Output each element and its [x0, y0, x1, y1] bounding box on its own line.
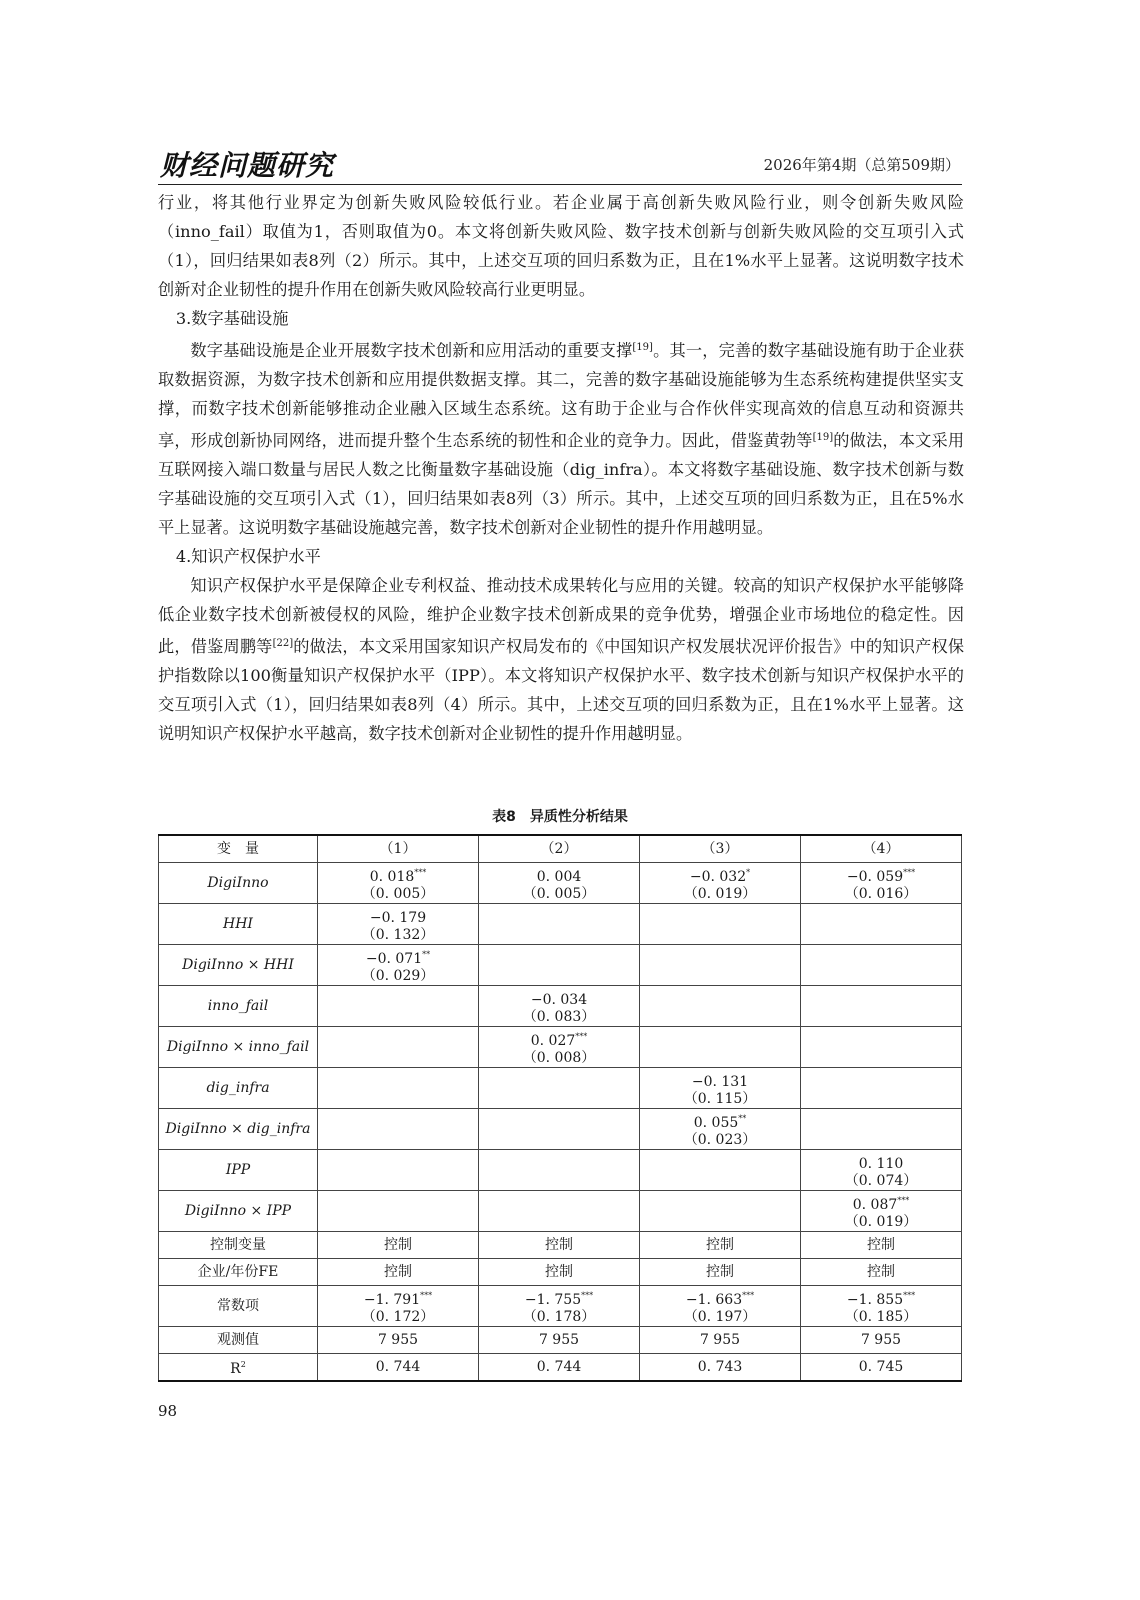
- header-col-2: （2）: [479, 835, 640, 863]
- standard-error: （0. 029）: [361, 967, 435, 984]
- coefficient: [318, 905, 478, 927]
- coefficient: [640, 864, 800, 886]
- results-table: [158, 834, 962, 1382]
- table-cell: 控制: [640, 1259, 801, 1286]
- header-col-4: （4）: [801, 835, 962, 863]
- table-cell: 0. 744: [479, 1354, 640, 1382]
- table-cell: 0. 744: [318, 1354, 479, 1382]
- table-cell: [318, 904, 479, 945]
- significance-stars: ***: [742, 1290, 755, 1300]
- header-variable: 变 量: [159, 835, 318, 863]
- paragraph-2: [158, 333, 964, 542]
- table-cell: [801, 1150, 962, 1191]
- table-cell: 控制: [801, 1232, 962, 1259]
- standard-error: （0. 005）: [522, 885, 596, 902]
- standard-error: （0. 008）: [522, 1049, 596, 1066]
- table-cell: [801, 945, 962, 986]
- table-row: [159, 986, 962, 1027]
- table-cell: [318, 945, 479, 986]
- r-squared-label: R: [230, 1361, 241, 1377]
- coefficient: [479, 1028, 639, 1050]
- table-cell: 7 955: [640, 1327, 801, 1354]
- coefficient: [318, 864, 478, 886]
- table-title: 表8 异质性分析结果: [492, 809, 628, 825]
- coefficient-value: 0. 110: [858, 1155, 904, 1172]
- significance-stars: ***: [903, 867, 916, 877]
- coefficient-value: 0. 087: [852, 1196, 898, 1213]
- significance-stars: ***: [581, 1290, 594, 1300]
- significance-stars: ***: [903, 1290, 916, 1300]
- table-cell: [479, 1150, 640, 1191]
- variable-name: DigiInno × inno_fail: [159, 1027, 318, 1068]
- table-cell: 0. 745: [801, 1354, 962, 1382]
- coefficient-value: −0. 179: [369, 909, 427, 926]
- journal-logo: 财经问题研究: [160, 149, 335, 182]
- header-col-1: （1）: [318, 835, 479, 863]
- coefficient-value: −0. 059: [846, 868, 904, 885]
- table-cell: [318, 1109, 479, 1150]
- table-cell: 控制: [640, 1232, 801, 1259]
- variable-name: inno_fail: [159, 986, 318, 1027]
- paragraph-2-part-c: 的做法，本文采用互联网接入端口数量与居民人数之比衡量数字基础设施（dig_infra）。本文将数字基础设施、数字技术创新与数字基础设施的交互项引入式（1），回归结果如表8列（3）所示。其中，上述交互项的回归系数为正，且在5%水平上显著。这说明数字基础设施越完善，数字技术创新对企业韧性的提升作用越明显。: [158, 431, 965, 537]
- table-cell: [318, 863, 479, 904]
- table-cell: [801, 1109, 962, 1150]
- coefficient: [640, 1110, 800, 1132]
- table-cell: 7 955: [318, 1327, 479, 1354]
- table-cell: [801, 1027, 962, 1068]
- coefficient-value: 0. 055: [693, 1114, 739, 1131]
- table-row: [159, 1232, 962, 1259]
- variable-name: [159, 1354, 318, 1382]
- citation-19: [19]: [632, 342, 653, 353]
- standard-error: （0. 197）: [683, 1308, 757, 1325]
- coefficient-value: −0. 034: [530, 991, 588, 1008]
- standard-error: （0. 019）: [683, 885, 757, 902]
- coefficient: [318, 1287, 478, 1309]
- coefficient-value: −0. 071: [365, 950, 423, 967]
- table-cell: 0. 743: [640, 1354, 801, 1382]
- standard-error: （0. 178）: [522, 1308, 596, 1325]
- table-row: [159, 945, 962, 986]
- standard-error: （0. 172）: [361, 1308, 435, 1325]
- table-cell: [479, 1286, 640, 1327]
- coefficient: [801, 1192, 961, 1214]
- coefficient: [640, 1069, 800, 1091]
- variable-name: IPP: [159, 1150, 318, 1191]
- table-cell: 控制: [318, 1232, 479, 1259]
- standard-error: （0. 132）: [361, 926, 435, 943]
- table-cell: [801, 904, 962, 945]
- page-number: 98: [158, 1402, 178, 1420]
- variable-name: DigiInno × dig_infra: [159, 1109, 318, 1150]
- section-heading-3: 3.数字基础设施: [175, 309, 289, 328]
- table-cell: [640, 986, 801, 1027]
- table-cell: [479, 986, 640, 1027]
- coefficient: [479, 987, 639, 1009]
- page-header: [158, 142, 962, 185]
- paragraph-3-part-a: 知识产权保护水平是保障企业专利权益、推动技术成果转化与应用的关键。较高的知识产权保护水平能够降低企业数字技术创新被侵权的风险，维护企业数字技术创新成果的竞争优势，增强企业市场地位的稳定性。因此，借鉴周鹏等: [158, 576, 964, 656]
- variable-name: DigiInno × HHI: [159, 945, 318, 986]
- table-cell: [640, 904, 801, 945]
- paragraph-1: 行业，将其他行业界定为创新失败风险较低行业。若企业属于高创新失败风险行业，则令创新失败风险（inno_fail）取值为1，否则取值为0。本文将创新失败风险、数字技术创新与创新失败风险的交互项引入式（1），回归结果如表8列（2）所示。其中，上述交互项的回归系数为正，且在1%水平上显著。这说明数字技术创新对企业韧性的提升作用在创新失败风险较高行业更明显。: [158, 193, 964, 299]
- table-cell: [479, 945, 640, 986]
- coefficient: [801, 1287, 961, 1309]
- table-row: [159, 863, 962, 904]
- table-cell: [801, 986, 962, 1027]
- coefficient: [318, 946, 478, 968]
- coefficient-value: −0. 131: [691, 1073, 749, 1090]
- table-cell: [640, 1150, 801, 1191]
- section-heading-4: 4.知识产权保护水平: [175, 547, 321, 566]
- significance-stars: **: [422, 949, 431, 959]
- coefficient-value: 0. 004: [536, 868, 582, 885]
- table-cell: 控制: [479, 1259, 640, 1286]
- table-cell: [318, 1068, 479, 1109]
- table-cell: 控制: [479, 1232, 640, 1259]
- paragraph-2-part-a: 数字基础设施是企业开展数字技术创新和应用活动的重要支撑: [190, 341, 633, 360]
- table-row: [159, 904, 962, 945]
- standard-error: （0. 115）: [683, 1090, 757, 1107]
- variable-name: 常数项: [159, 1286, 318, 1327]
- table-row: [159, 1259, 962, 1286]
- superscript-2: 2: [240, 1360, 246, 1369]
- standard-error: （0. 005）: [361, 885, 435, 902]
- table-body: [159, 863, 962, 1382]
- variable-name: DigiInno × IPP: [159, 1191, 318, 1232]
- table-row: [159, 1068, 962, 1109]
- coefficient-value: 0. 027: [530, 1032, 576, 1049]
- table-cell: [318, 1150, 479, 1191]
- table-cell: [318, 986, 479, 1027]
- coefficient: [479, 1287, 639, 1309]
- table-row: [159, 1286, 962, 1327]
- table-cell: [479, 1027, 640, 1068]
- table-cell: [801, 1286, 962, 1327]
- coefficient: [801, 864, 961, 886]
- table-cell: [640, 945, 801, 986]
- significance-stars: ***: [414, 867, 427, 877]
- table-cell: [640, 1191, 801, 1232]
- table-cell: 7 955: [801, 1327, 962, 1354]
- table-row: [159, 1027, 962, 1068]
- table-cell: [318, 1286, 479, 1327]
- standard-error: （0. 074）: [844, 1172, 918, 1189]
- significance-stars: *: [746, 867, 751, 877]
- table-row: [159, 1354, 962, 1382]
- variable-name: DigiInno: [159, 863, 318, 904]
- variable-name: 控制变量: [159, 1232, 318, 1259]
- variable-name: 企业/年份FE: [159, 1259, 318, 1286]
- table-cell: [801, 863, 962, 904]
- table-cell: [479, 1068, 640, 1109]
- paragraph-3: [158, 571, 964, 748]
- standard-error: （0. 016）: [844, 885, 918, 902]
- table-cell: [640, 1286, 801, 1327]
- coefficient-value: 0. 018: [369, 868, 415, 885]
- coefficient-value: −1. 755: [524, 1291, 582, 1308]
- coefficient-value: −1. 855: [846, 1291, 904, 1308]
- coefficient: [801, 1151, 961, 1173]
- citation-22: [22]: [272, 638, 294, 649]
- body-text: [158, 188, 964, 748]
- table-cell: [479, 904, 640, 945]
- table-cell: [640, 1027, 801, 1068]
- table-cell: [318, 1191, 479, 1232]
- standard-error: （0. 185）: [844, 1308, 918, 1325]
- table-row: [159, 1150, 962, 1191]
- table-cell: 控制: [801, 1259, 962, 1286]
- citation-19b: [19]: [812, 432, 834, 443]
- significance-stars: ***: [897, 1195, 910, 1205]
- table-cell: [801, 1068, 962, 1109]
- coefficient-value: −0. 032: [689, 868, 747, 885]
- table-cell: [640, 863, 801, 904]
- table-row: [159, 1327, 962, 1354]
- paragraph-3-part-b: 的做法，本文采用国家知识产权局发布的《中国知识产权发展状况评价报告》中的知识产权保护指数除以100衡量知识产权保护水平（IPP）。本文将知识产权保护水平、数字技术创新与知识产权保护水平的交互项引入式（1），回归结果如表8列（4）所示。其中，上述交互项的回归系数为正，且在1%水平上显著。这说明知识产权保护水平越高，数字技术创新对企业韧性的提升作用越明显。: [158, 637, 965, 743]
- variable-name: 观测值: [159, 1327, 318, 1354]
- coefficient: [640, 1287, 800, 1309]
- issue-info: 2026年第4期（总第509期）: [763, 156, 960, 174]
- table-cell: 控制: [318, 1259, 479, 1286]
- table-cell: [640, 1109, 801, 1150]
- table-row: [159, 1191, 962, 1232]
- coefficient: [479, 864, 639, 886]
- header-col-3: （3）: [640, 835, 801, 863]
- table-cell: [640, 1068, 801, 1109]
- variable-name: dig_infra: [159, 1068, 318, 1109]
- coefficient-value: −1. 791: [363, 1291, 421, 1308]
- significance-stars: ***: [575, 1031, 588, 1041]
- table-cell: [479, 1191, 640, 1232]
- paragraph-2-part-b: 。其一，完善的数字基础设施有助于企业获取数据资源，为数字技术创新和应用提供数据支撑。其二，完善的数字基础设施能够为生态系统构建提供坚实支撑，而数字技术创新能够推动企业融入区域生态系统。这有助于企业与合作伙伴实现高效的信息互动和资源共享，形成创新协同网络，进而提升整个生态系统的韧性和企业的竞争力。因此，借鉴黄勃等: [158, 341, 965, 450]
- variable-name: HHI: [159, 904, 318, 945]
- significance-stars: **: [738, 1113, 747, 1123]
- table-row: [159, 1109, 962, 1150]
- standard-error: （0. 023）: [683, 1131, 757, 1148]
- coefficient-value: −1. 663: [685, 1291, 743, 1308]
- significance-stars: ***: [420, 1290, 433, 1300]
- standard-error: （0. 083）: [522, 1008, 596, 1025]
- table-cell: [479, 1109, 640, 1150]
- table-cell: 7 955: [479, 1327, 640, 1354]
- table-cell: [801, 1191, 962, 1232]
- standard-error: （0. 019）: [844, 1213, 918, 1230]
- table-cell: [318, 1027, 479, 1068]
- table-header-row: [159, 835, 962, 863]
- table-cell: [479, 863, 640, 904]
